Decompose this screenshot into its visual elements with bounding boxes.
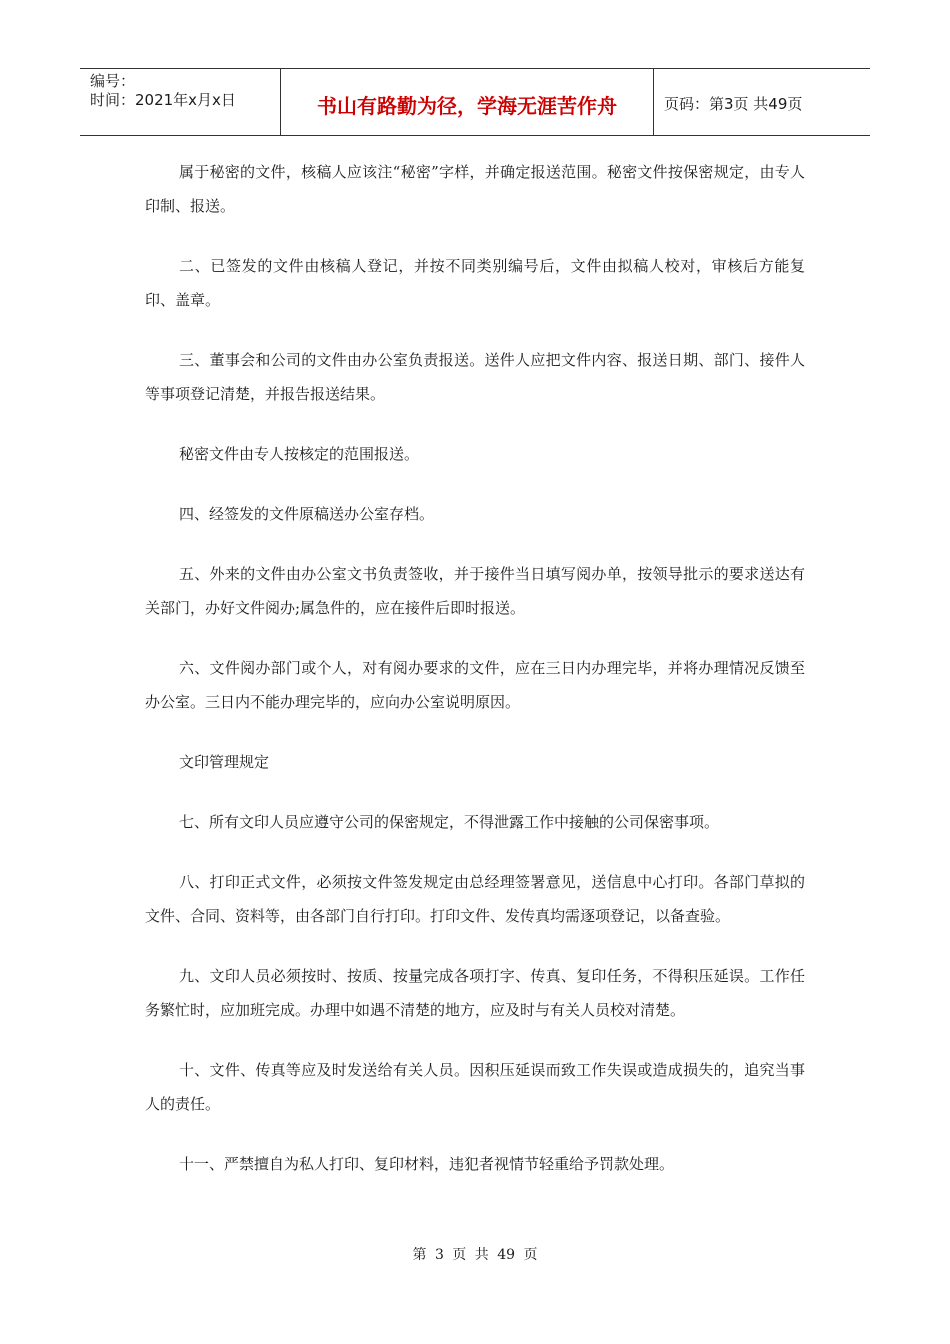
page-footer: 第 3 页 共 49 页: [412, 1247, 538, 1263]
paragraph: 九、文印人员必须按时、按质、按量完成各项打字、传真、复印任务，不得积压延误。工作任务繁忙时，应加班完成。办理中如遇不清楚的地方，应及时与有关人员校对清楚。: [145, 967, 805, 1019]
header-meta: [80, 69, 281, 135]
paragraph: 三、董事会和公司的文件由办公室负责报送。送件人应把文件内容、报送日期、部门、接件人等事项登记清楚，并报告报送结果。: [145, 351, 805, 403]
paragraph: 五、外来的文件由办公室文书负责签收，并于接件当日填写阅办单，按领导批示的要求送达有关部门，办好文件阅办;属急件的，应在接件后即时报送。: [145, 565, 805, 617]
paragraph: 十、文件、传真等应及时发送给有关人员。因积压延误而致工作失误或造成损失的，追究当事人的责任。: [145, 1061, 805, 1113]
document-header: [80, 68, 870, 136]
header-page-number: 页码：第3页 共49页: [664, 94, 803, 113]
paragraph: 属于秘密的文件，核稿人应该注“秘密”字样，并确定报送范围。秘密文件按保密规定，由专人印制、报送。: [145, 163, 805, 215]
paragraph: 四、经签发的文件原稿送办公室存档。: [179, 505, 435, 523]
paragraph: 二、已签发的文件由核稿人登记，并按不同类别编号后，文件由拟稿人校对，审核后方能复印、盖章。: [145, 257, 805, 309]
document-body: [145, 155, 805, 1207]
paragraph: 六、文件阅办部门或个人，对有阅办要求的文件，应在三日内办理完毕，并将办理情况反馈至办公室。三日内不能办理完毕的，应向办公室说明原因。: [145, 659, 805, 711]
paragraph: 八、打印正式文件，必须按文件签发规定由总经理签署意见，送信息中心打印。各部门草拟的文件、合同、资料等，由各部门自行打印。打印文件、发传真均需逐项登记，以备查验。: [145, 873, 805, 925]
document-number-label: 编号：: [90, 72, 136, 90]
section-heading: 文印管理规定: [179, 753, 270, 771]
header-motto: 书山有路勤为径，学海无涯苦作舟: [281, 69, 654, 135]
paragraph: 十一、严禁擅自为私人打印、复印材料，违犯者视情节轻重给予罚款处理。: [179, 1155, 675, 1173]
document-time-label: 时间：2021年x月x日: [90, 91, 236, 109]
paragraph: 七、所有文印人员应遵守公司的保密规定，不得泄露工作中接触的公司保密事项。: [179, 813, 720, 831]
paragraph: 秘密文件由专人按核定的范围报送。: [179, 445, 420, 463]
